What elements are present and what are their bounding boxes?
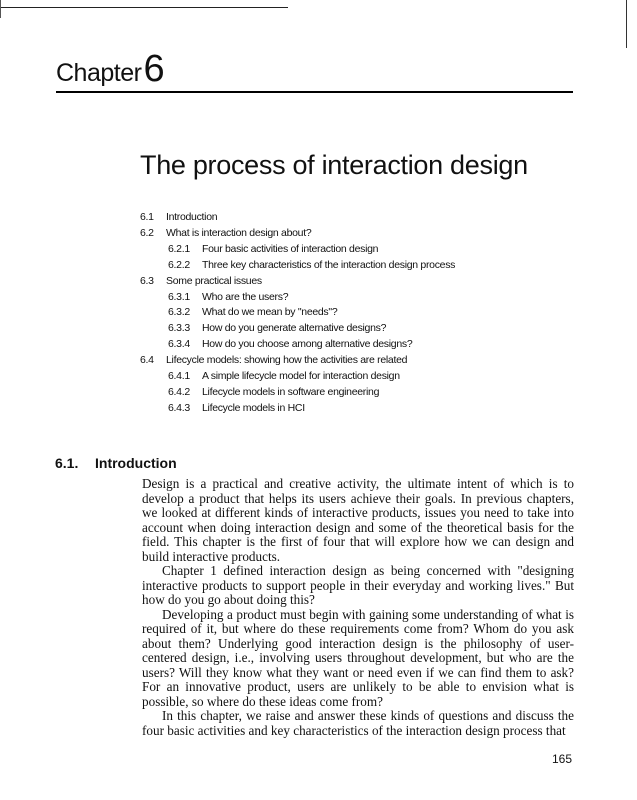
paragraph: Design is a practical and creative activity, the ultimate intent of which is to develop a product that helps its users achieve their goals. In previous chapters, we looked at different kinds of interactive products, issues you need to take into account when doing interaction design and some of the theoretical basis for the field. This chapter is the first of four that will explore how we can design and build interactive products.	[142, 476, 574, 564]
toc-label: Three key characteristics of the interaction design process	[202, 258, 456, 271]
toc-entry	[140, 321, 560, 337]
chapter-contents	[140, 210, 560, 417]
toc-entry	[140, 385, 560, 401]
paragraph: Developing a product must begin with gaining some understanding of what is required of it, but where do these requirements come from? Whom do you ask about them? Underlying good interaction design is the philosophy of user-centered design, i.e., involving users throughout development, but who are the users? Will they know what they want or need even if we can find them to ask? For an innovative product, users are unlikely to be able to envision what is possible, so where do these ideas come from?	[142, 606, 574, 709]
toc-entry	[140, 305, 560, 321]
chapter-number: 6	[143, 48, 165, 90]
toc-number: 6.4.2	[168, 385, 190, 398]
toc-number: 6.3.1	[168, 290, 190, 303]
toc-number: 6.4	[140, 354, 154, 367]
toc-label: Lifecycle models: showing how the activities are related	[166, 354, 408, 367]
top-rule	[0, 7, 288, 8]
toc-number: 6.4.3	[168, 401, 190, 414]
toc-number: 6.2.2	[168, 258, 190, 271]
toc-label: Lifecycle models in software engineering	[202, 385, 380, 398]
section-title: Introduction	[95, 455, 177, 471]
toc-number: 6.3.4	[168, 338, 190, 351]
toc-label: Who are the users?	[202, 290, 289, 303]
left-margin-mark	[0, 0, 1, 18]
paragraph: In this chapter, we raise and answer these kinds of questions and discuss the four basic activities and key characteristics of the interaction design process that	[142, 708, 574, 738]
right-margin-mark	[626, 0, 627, 48]
toc-number: 6.3.3	[168, 322, 190, 335]
toc-entry	[140, 353, 560, 369]
paragraph: Chapter 1 defined interaction design as being concerned with "designing interactive products to support people in their everyday and working lives." But how do you go about doing this?	[142, 563, 574, 607]
toc-label: How do you generate alternative designs?	[202, 322, 387, 335]
toc-label: What is interaction design about?	[166, 226, 312, 239]
body-text	[142, 477, 574, 738]
section-heading	[55, 455, 177, 471]
toc-entry	[140, 337, 560, 353]
toc-entry	[140, 226, 560, 242]
toc-label: Four basic activities of interaction design	[202, 242, 379, 255]
toc-number: 6.2.1	[168, 242, 190, 255]
chapter-heading	[56, 48, 165, 91]
toc-entry	[140, 274, 560, 290]
toc-number: 6.2	[140, 226, 154, 239]
page-number: 165	[552, 752, 573, 766]
toc-entry	[140, 290, 560, 306]
toc-entry	[140, 401, 560, 417]
toc-label: Some practical issues	[166, 274, 262, 287]
toc-label: Introduction	[166, 211, 218, 223]
chapter-word: Chapter	[56, 59, 142, 87]
toc-entry	[140, 210, 560, 226]
chapter-rule	[56, 91, 573, 93]
toc-entry	[140, 369, 560, 385]
toc-entry	[140, 258, 560, 274]
chapter-title: The process of interaction design	[140, 150, 528, 180]
toc-number: 6.1	[140, 211, 154, 223]
toc-number: 6.3	[140, 274, 154, 287]
toc-label: What do we mean by "needs"?	[202, 306, 338, 319]
toc-label: How do you choose among alternative designs?	[202, 338, 413, 351]
toc-number: 6.4.1	[168, 370, 190, 383]
toc-label: Lifecycle models in HCI	[202, 401, 305, 414]
section-number: 6.1.	[55, 455, 79, 471]
toc-entry	[140, 242, 560, 258]
toc-label: A simple lifecycle model for interaction design	[202, 370, 400, 383]
toc-number: 6.3.2	[168, 306, 190, 319]
